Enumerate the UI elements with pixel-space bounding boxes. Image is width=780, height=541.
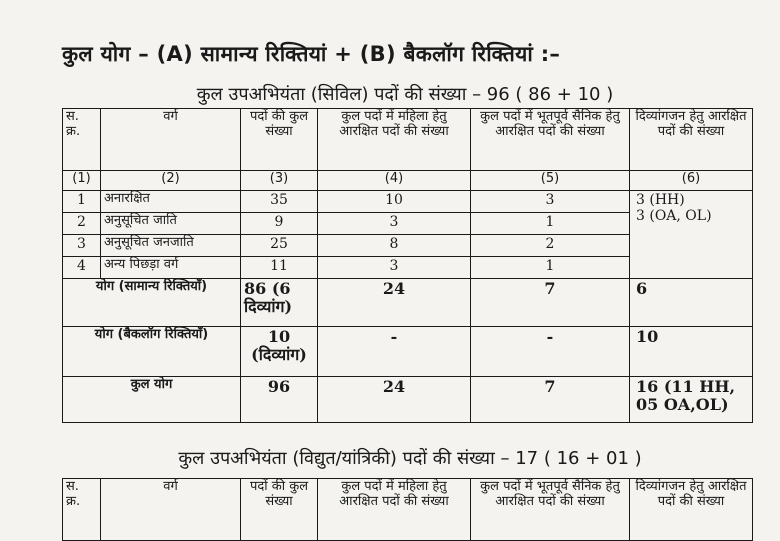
row-sno: 4 — [63, 257, 101, 279]
col-number-5: (5) — [471, 171, 630, 191]
row-total: 9 — [241, 213, 318, 235]
row-category: अनुसूचित जनजाति — [101, 235, 241, 257]
grand-total-disabled: 16 (11 HH, 05 OA,OL) — [630, 377, 753, 423]
civil-posts-table — [62, 108, 753, 423]
grand-total-label: कुल योग — [63, 377, 241, 423]
row-exservice: 2 — [471, 235, 630, 257]
general-total-women: 24 — [318, 279, 471, 327]
page-heading: कुल योग – (A) सामान्य रिक्तियां + (B) बैकलॉग रिक्तियां :– — [62, 42, 561, 66]
row-exservice: 1 — [471, 213, 630, 235]
header-total: पदों की कुल संख्या — [241, 109, 318, 171]
column-number-row — [63, 171, 753, 191]
row-sno: 2 — [63, 213, 101, 235]
electrical-posts-table — [62, 478, 753, 541]
header-sno: स. क्र. — [63, 479, 101, 541]
row-total: 35 — [241, 191, 318, 213]
row-total: 25 — [241, 235, 318, 257]
header-disabled: दिव्यांगजन हेतु आरक्षित पदों की संख्या — [630, 479, 753, 541]
header-category: वर्ग — [101, 479, 241, 541]
row-exservice: 1 — [471, 257, 630, 279]
header-exservice: कुल पदों में भूतपूर्व सैनिक हेतु आरक्षित पदों की संख्या — [471, 109, 630, 171]
col-number-3: (3) — [241, 171, 318, 191]
header-women: कुल पदों में महिला हेतु आरक्षित पदों की संख्या — [318, 109, 471, 171]
row-sno: 1 — [63, 191, 101, 213]
row-women: 10 — [318, 191, 471, 213]
backlog-total-row — [63, 327, 753, 377]
general-total-row — [63, 279, 753, 327]
table-header-row — [63, 479, 753, 541]
general-total-exservice: 7 — [471, 279, 630, 327]
backlog-total-exservice: - — [471, 327, 630, 377]
backlog-total-disabled: 10 — [630, 327, 753, 377]
row-women: 8 — [318, 235, 471, 257]
row-exservice: 3 — [471, 191, 630, 213]
col-number-4: (4) — [318, 171, 471, 191]
header-exservice: कुल पदों में भूतपूर्व सैनिक हेतु आरक्षित पदों की संख्या — [471, 479, 630, 541]
header-category: वर्ग — [101, 109, 241, 171]
table-row — [63, 191, 753, 213]
row-category: अन्य पिछड़ा वर्ग — [101, 257, 241, 279]
disabled-detail-cell — [630, 191, 753, 279]
header-total: पदों की कुल संख्या — [241, 479, 318, 541]
row-women: 3 — [318, 213, 471, 235]
backlog-total-women: - — [318, 327, 471, 377]
table-header-row — [63, 109, 753, 171]
grand-total-exservice: 7 — [471, 377, 630, 423]
grand-total-women: 24 — [318, 377, 471, 423]
grand-total-row — [63, 377, 753, 423]
header-women: कुल पदों में महिला हेतु आरक्षित पदों की संख्या — [318, 479, 471, 541]
col-number-1: (1) — [63, 171, 101, 191]
grand-total-value: 96 — [241, 377, 318, 423]
disabled-detail-oa: 3 (OA, OL) — [636, 208, 712, 225]
electrical-table-title: कुल उपअभियंता (विद्युत/यांत्रिकी) पदों की संख्या – 17 ( 16 + 01 ) — [178, 448, 642, 469]
row-women: 3 — [318, 257, 471, 279]
col-number-6: (6) — [630, 171, 753, 191]
backlog-total-label: योग (बैकलॉग रिक्तियाँ) — [63, 327, 241, 377]
civil-table-title: कुल उपअभियंता (सिविल) पदों की संख्या – 96 ( 86 + 10 ) — [196, 84, 614, 105]
header-disabled: दिव्यांगजन हेतु आरक्षित पदों की संख्या — [630, 109, 753, 171]
general-total-label: योग (सामान्य रिक्तियाँ) — [63, 279, 241, 327]
disabled-detail-hh: 3 (HH) — [636, 192, 685, 208]
row-sno: 3 — [63, 235, 101, 257]
general-total-value: 86 (6 दिव्यांग) — [241, 279, 318, 327]
row-total: 11 — [241, 257, 318, 279]
backlog-total-value: 10 (दिव्यांग) — [241, 327, 318, 377]
header-sno: स. क्र. — [63, 109, 101, 171]
col-number-2: (2) — [101, 171, 241, 191]
row-category: अनुसूचित जाति — [101, 213, 241, 235]
row-category: अनारक्षित — [101, 191, 241, 213]
general-total-disabled: 6 — [630, 279, 753, 327]
